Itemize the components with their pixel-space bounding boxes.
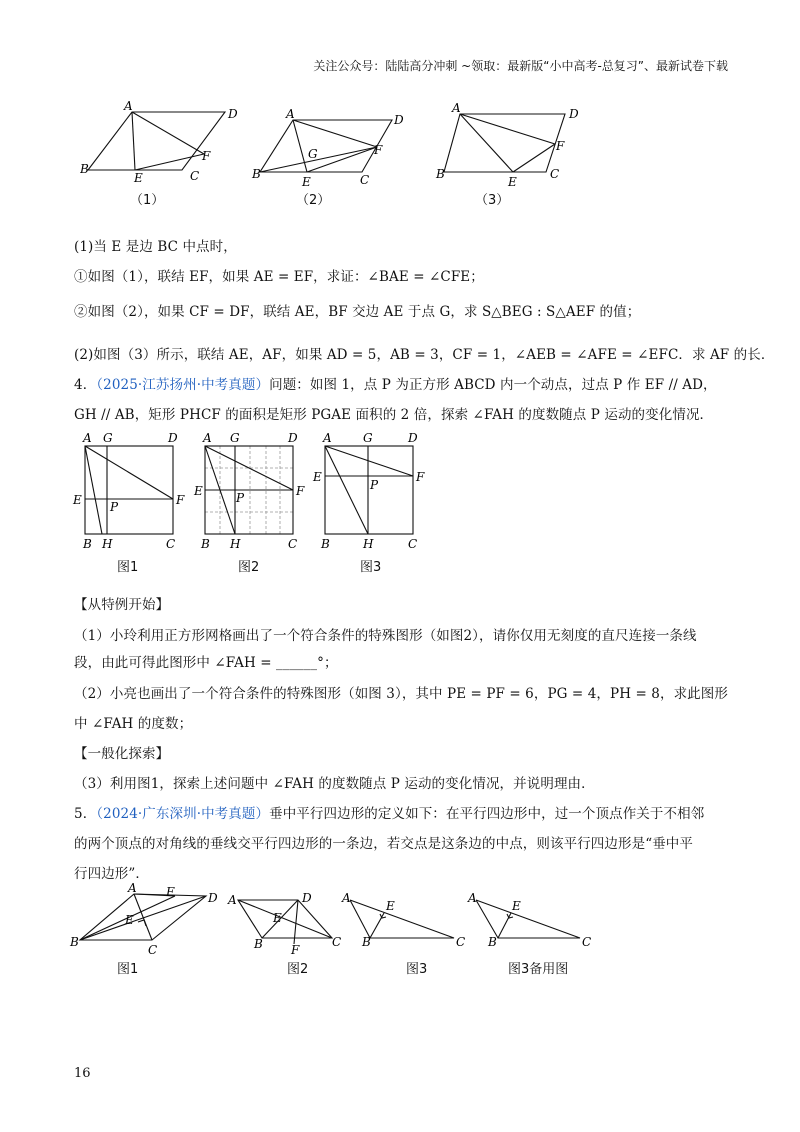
caption-q5-fig3: 图3 — [406, 962, 428, 977]
point-label: F — [166, 885, 175, 899]
q4-sub1-line-1: （1）小玲利用正方形网格画出了一个符合条件的特殊图形（如图2），请你仅用无刻度的直尺连接一条线 — [74, 628, 697, 644]
point-label: B — [252, 167, 261, 181]
point-label: G — [103, 431, 113, 445]
point-label: F — [291, 943, 300, 957]
point-label: A — [323, 431, 332, 445]
point-label: A — [128, 882, 137, 895]
caption-fig-2: （2） — [296, 193, 331, 208]
q4-heading-general: 【一般化探索】 — [74, 746, 170, 762]
point-label: D — [569, 107, 579, 121]
point-label: D — [228, 107, 238, 121]
point-label: C — [148, 943, 158, 957]
point-label: C — [190, 169, 200, 183]
q5-figures — [66, 882, 606, 960]
point-label: B — [70, 935, 79, 949]
point-label: C — [360, 173, 370, 187]
point-label: F — [176, 493, 185, 507]
point-label: D — [394, 113, 404, 127]
point-label: C — [456, 935, 466, 949]
label-A: A — [124, 100, 133, 113]
caption-q4-fig2: 图2 — [238, 560, 260, 575]
point-label: A — [83, 431, 92, 445]
point-label: B — [321, 537, 330, 551]
point-label: A — [452, 101, 461, 115]
p3-line-4: (2)如图（3）所示，联结 AE，AF，如果 AD = 5，AB = 3，CF = 1，∠AEB = ∠AFE = ∠EFC．求 AF 的长． — [74, 347, 775, 363]
point-label: E — [125, 913, 134, 927]
point-label: D — [288, 431, 298, 445]
q4-line-2: GH // AB，矩形 PHCF 的面积是矩形 PGAE 面积的 2 倍，探索 ∠FAH 的度数随点 P 运动的变化情况． — [74, 407, 714, 423]
point-label: C — [550, 167, 560, 181]
point-label: B — [436, 167, 445, 181]
figure-2 — [260, 120, 392, 172]
point-label: H — [102, 537, 113, 551]
q5-line-1: 5．（2024·广东深圳·中考真题）垂中平行四边形的定义如下：在平行四边形中，过一个顶点作关于不相邻 — [74, 806, 705, 822]
figure-3 — [444, 114, 565, 172]
point-label: G — [308, 147, 318, 161]
point-label: F — [202, 149, 211, 163]
p3-line-2: ①如图（1），联结 EF，如果 AE = EF，求证：∠BAE = ∠CFE； — [74, 269, 484, 285]
point-label: A — [286, 107, 295, 121]
point-label: B — [80, 162, 89, 176]
caption-q5-fig1: 图1 — [117, 962, 139, 977]
q5-line-2: 的两个顶点的对角线的垂线交平行四边形的一条边，若交点是这条边的中点，则该平行四边形是“垂中平 — [74, 836, 693, 852]
caption-q5-fig3-backup: 图3备用图 — [508, 962, 569, 977]
point-label: D — [168, 431, 178, 445]
caption-q4-fig1: 图1 — [117, 560, 139, 575]
point-label: C — [408, 537, 418, 551]
page-number: 16 — [74, 1066, 91, 1081]
caption-fig-1: （1） — [130, 193, 165, 208]
point-label: E — [134, 171, 143, 185]
square-figures — [70, 428, 430, 556]
point-label: C — [288, 537, 298, 551]
q4-sub2-line-1: （2）小亮也画出了一个符合条件的特殊图形（如图 3），其中 PE = PF = 6，PG = 4，PH = 8，求此图形 — [74, 686, 728, 702]
point-label: B — [488, 935, 497, 949]
point-label: D — [408, 431, 418, 445]
q4-line-1: 4．（2025·江苏扬州·中考真题）问题：如图 1，点 P 为正方形 ABCD 内一个动点，过点 P 作 EF // AD， — [74, 377, 717, 393]
point-label: E — [512, 899, 521, 913]
p3-line-1: (1)当 E 是边 BC 中点时， — [74, 239, 237, 255]
point-label: G — [363, 431, 373, 445]
point-label: B — [362, 935, 371, 949]
point-label: E — [273, 911, 282, 925]
point-label: P — [370, 478, 379, 492]
point-label: A — [228, 893, 237, 907]
point-label: A — [203, 431, 212, 445]
point-label: A — [342, 891, 351, 905]
point-label: A — [468, 891, 477, 905]
q4-sub1-line-2: 段，由此可得此图形中 ∠FAH = ______°； — [74, 655, 338, 671]
point-label: E — [313, 470, 322, 484]
point-label: P — [110, 500, 119, 514]
point-label: H — [363, 537, 374, 551]
q5-source: （2024·广东深圳·中考真题） — [96, 806, 270, 822]
q4-heading-special: 【从特例开始】 — [74, 597, 170, 613]
q4-sub2-line-2: 中 ∠FAH 的度数； — [74, 716, 193, 732]
point-label: C — [582, 935, 592, 949]
point-label: F — [374, 143, 383, 157]
p3-line-3: ②如图（2），如果 CF = DF，联结 AE，BF 交边 AE 于点 G，求 S△BEG : S△AEF 的值； — [74, 304, 641, 320]
point-label: G — [230, 431, 240, 445]
point-label: E — [386, 899, 395, 913]
caption-fig-3: （3） — [475, 193, 510, 208]
q5-line-3: 行四边形”． — [74, 866, 150, 882]
point-label: B — [254, 937, 263, 951]
point-label: B — [201, 537, 210, 551]
point-label: F — [296, 484, 305, 498]
point-label: D — [302, 891, 312, 905]
point-label: F — [556, 139, 565, 153]
point-label: D — [208, 891, 218, 905]
caption-q5-fig2: 图2 — [287, 962, 309, 977]
point-label: E — [508, 175, 517, 189]
point-label: H — [230, 537, 241, 551]
point-label: E — [73, 493, 82, 507]
q4-source: （2025·江苏扬州·中考真题） — [96, 377, 270, 393]
q4-sub3: （3）利用图1，探索上述问题中 ∠FAH 的度数随点 P 运动的变化情况，并说明理由． — [74, 776, 595, 792]
point-label: C — [166, 537, 176, 551]
caption-q4-fig3: 图3 — [360, 560, 382, 575]
point-label: P — [236, 491, 245, 505]
point-label: F — [416, 470, 425, 484]
point-label: C — [332, 935, 342, 949]
point-label: B — [83, 537, 92, 551]
page-header: 关注公众号：陆陆高分冲刺 ~领取：最新版“小中高考-总复习”、最新试卷下载 — [313, 59, 728, 73]
point-label: E — [194, 484, 203, 498]
point-label: E — [302, 175, 311, 189]
